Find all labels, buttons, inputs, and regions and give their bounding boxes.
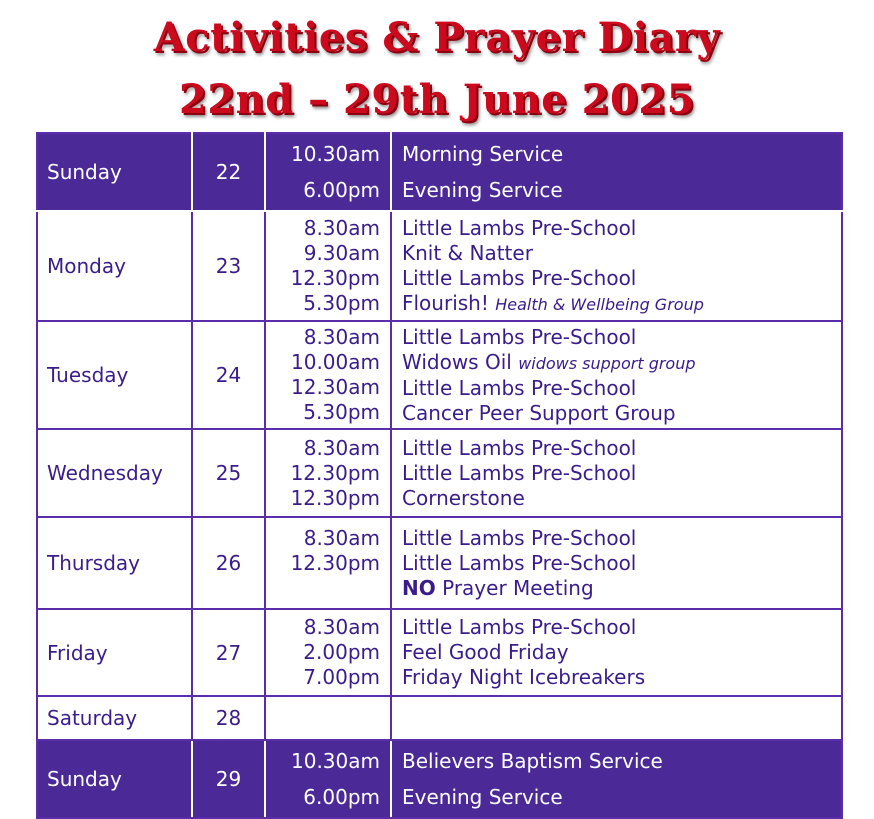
date-cell: 26	[192, 517, 265, 609]
time-entry: 5.30pm	[303, 400, 380, 424]
time-entry: 8.30am	[303, 615, 380, 639]
day-cell: Thursday	[37, 517, 192, 609]
day-cell: Sunday	[37, 740, 192, 818]
activity-bold-prefix: NO	[402, 575, 436, 600]
table-row-saturday-28	[37, 696, 842, 740]
activity-entry	[402, 350, 841, 376]
date-cell: 23	[192, 211, 265, 321]
activity-entry: Little Lambs Pre-School	[402, 435, 637, 460]
time-entry: 8.30am	[303, 435, 380, 460]
table-row-sunday-29	[37, 740, 842, 818]
day-cell: Friday	[37, 609, 192, 696]
activities-cell	[391, 429, 842, 517]
times-cell	[265, 609, 391, 696]
times-cell	[265, 740, 391, 818]
time-entry-empty	[266, 576, 380, 601]
time-entry: 10.30am	[291, 142, 380, 166]
diary-title: Activities & Prayer Diary	[153, 14, 721, 61]
table-row-tuesday-24	[37, 321, 842, 429]
activity-entry: Little Lambs Pre-School	[402, 215, 637, 240]
activities-cell	[391, 517, 842, 609]
time-entry: 8.30am	[303, 325, 380, 349]
date-cell: 24	[192, 321, 265, 429]
time-entry: 6.00pm	[303, 785, 380, 809]
activity-entry: Little Lambs Pre-School	[402, 265, 637, 290]
activity-entry: Little Lambs Pre-School	[402, 324, 637, 349]
diary-date-range: 22nd – 29th June 2025	[178, 76, 695, 123]
time-entry: 6.00pm	[303, 178, 380, 202]
activity-name: Prayer Meeting	[442, 575, 594, 600]
activity-entry: Little Lambs Pre-School	[402, 375, 637, 400]
activity-entry	[402, 291, 841, 317]
time-entry: 12.30pm	[290, 266, 380, 290]
time-entry: 10.00am	[291, 350, 380, 374]
table-row-sunday-22	[37, 133, 842, 211]
times-cell	[265, 211, 391, 321]
time-entry: 7.00pm	[303, 665, 380, 689]
time-entry: 12.30am	[291, 375, 380, 399]
time-entry: 12.30pm	[290, 460, 380, 485]
times-cell	[265, 321, 391, 429]
date-cell: 25	[192, 429, 265, 517]
times-cell	[265, 429, 391, 517]
activity-entry: Little Lambs Pre-School	[402, 460, 637, 485]
table-row-monday-23	[37, 211, 842, 321]
activity-note: widows support group	[518, 353, 696, 373]
time-entry: 10.30am	[291, 749, 380, 773]
table-row-thursday-26	[37, 517, 842, 609]
activity-note: Health & Wellbeing Group	[495, 294, 704, 314]
time-entry: 8.30am	[303, 216, 380, 240]
date-cell: 29	[192, 740, 265, 818]
activity-name: Widows Oil	[402, 349, 512, 374]
day-cell: Monday	[37, 211, 192, 321]
activities-cell	[391, 740, 842, 818]
date-cell: 27	[192, 609, 265, 696]
activities-cell	[391, 133, 842, 211]
table-row-friday-27	[37, 609, 842, 696]
activities-cell	[391, 696, 842, 740]
day-cell: Tuesday	[37, 321, 192, 429]
activity-entry: Friday Night Icebreakers	[402, 665, 646, 689]
activity-entry: Knit & Natter	[402, 240, 533, 265]
times-cell	[265, 517, 391, 609]
time-entry: 2.00pm	[303, 640, 380, 664]
activity-entry: Feel Good Friday	[402, 640, 569, 664]
activity-entry: Morning Service	[402, 142, 564, 166]
activity-entry: Little Lambs Pre-School	[402, 525, 637, 550]
activities-cell	[391, 609, 842, 696]
time-entry: 12.30pm	[290, 485, 380, 510]
activity-entry: Cancer Peer Support Group	[402, 400, 676, 425]
date-cell: 22	[192, 133, 265, 211]
activity-entry: Evening Service	[402, 178, 563, 202]
day-cell: Wednesday	[37, 429, 192, 517]
date-cell: 28	[192, 696, 265, 740]
table-row-wednesday-25	[37, 429, 842, 517]
diary-table	[36, 132, 843, 819]
day-cell: Sunday	[37, 133, 192, 211]
activity-entry: Believers Baptism Service	[402, 749, 663, 773]
times-cell	[265, 133, 391, 211]
activities-cell	[391, 211, 842, 321]
activity-entry: Little Lambs Pre-School	[402, 615, 637, 639]
time-entry: 5.30pm	[303, 291, 380, 315]
time-entry: 8.30am	[303, 525, 380, 550]
activities-cell	[391, 321, 842, 429]
activity-name: Flourish!	[402, 290, 489, 315]
times-cell	[265, 696, 391, 740]
time-entry: 12.30pm	[290, 550, 380, 575]
activity-entry	[402, 576, 841, 601]
activity-entry: Cornerstone	[402, 485, 525, 510]
activity-entry: Little Lambs Pre-School	[402, 550, 637, 575]
activity-entry: Evening Service	[402, 785, 563, 809]
time-entry: 9.30am	[303, 241, 380, 265]
day-cell: Saturday	[37, 696, 192, 740]
